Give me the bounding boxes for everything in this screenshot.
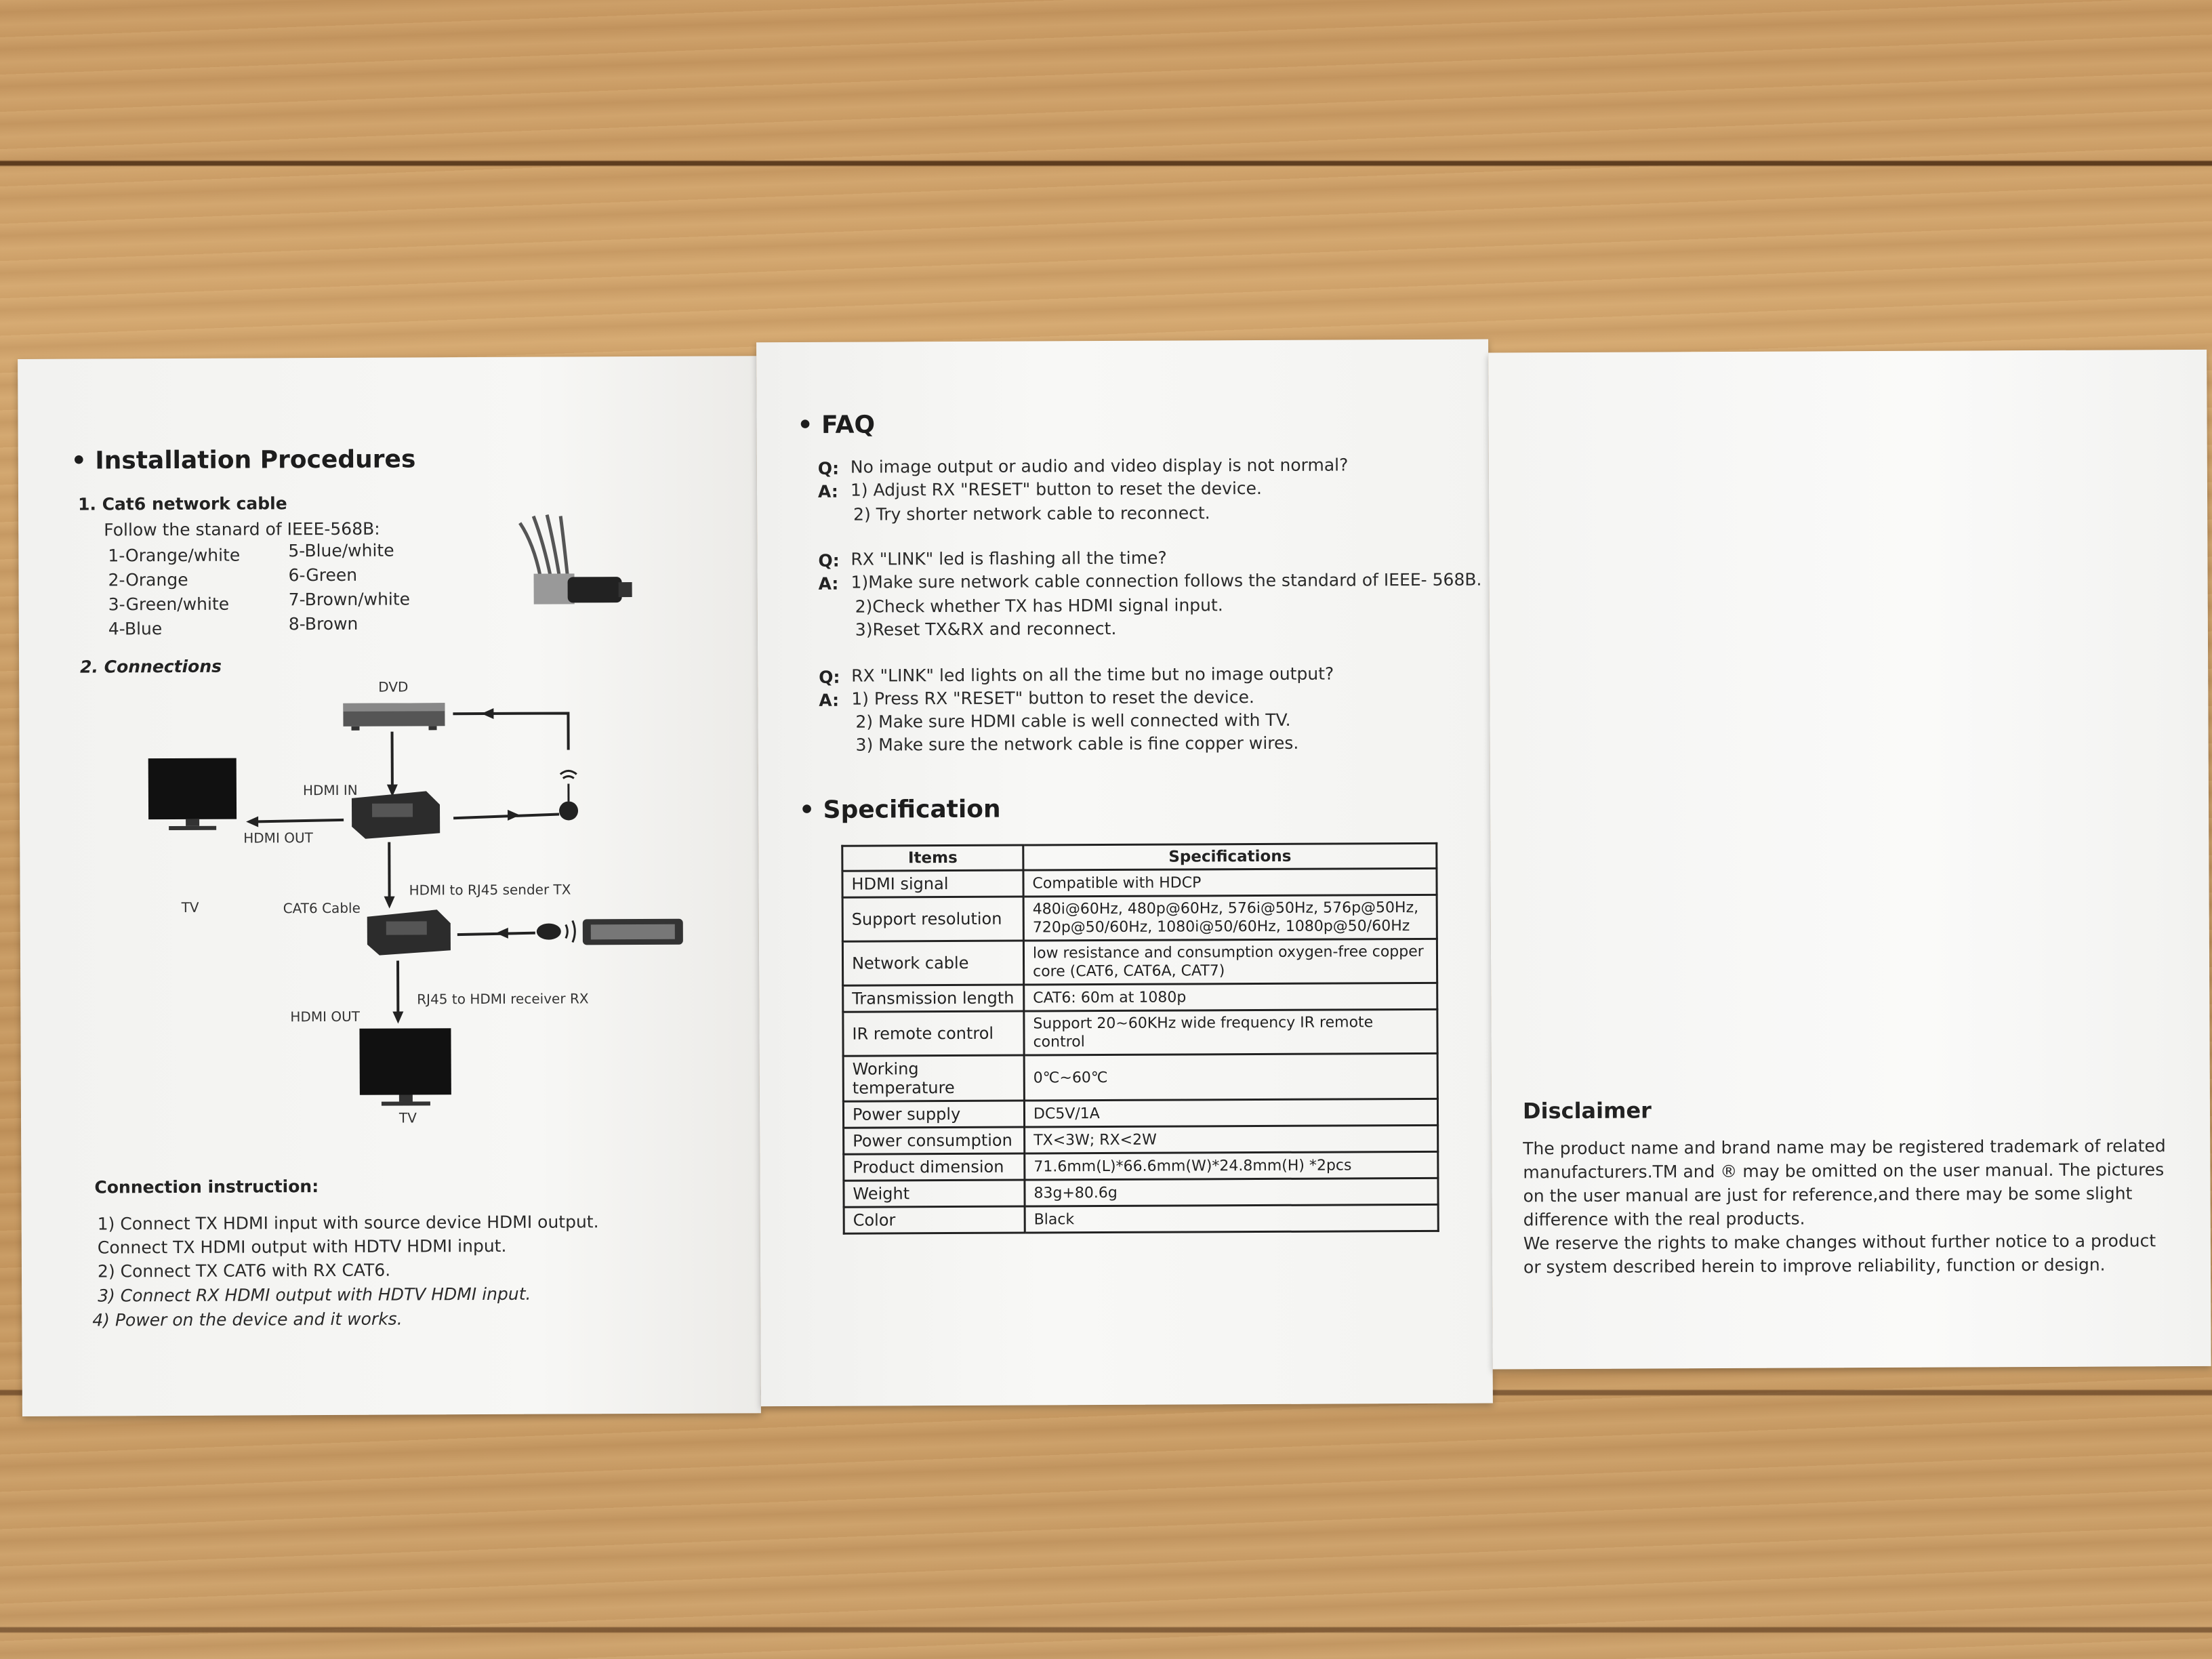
label-hdmi-in: HDMI IN xyxy=(302,781,358,799)
installation-title: • Installation Procedures xyxy=(70,445,416,475)
faq-q2-label: Q: xyxy=(818,550,840,571)
wire-color-left-1: 1-Orange/white xyxy=(108,545,241,566)
wire-color-right-3: 7-Brown/white xyxy=(288,589,411,610)
label-dvd: DVD xyxy=(378,678,409,695)
label-hdmi-out-2: HDMI OUT xyxy=(290,1008,360,1025)
spec-item: Transmission length xyxy=(843,985,1024,1012)
connection-diagram xyxy=(100,675,712,1111)
spec-item: Power supply xyxy=(843,1101,1024,1128)
spec-item: Weight xyxy=(844,1180,1025,1207)
table-row xyxy=(842,939,1437,985)
faq-a2-line-3: 3)Reset TX&RX and reconnect. xyxy=(855,618,1117,640)
instruction-line-2: Connect TX HDMI output with HDTV HDMI input. xyxy=(97,1235,507,1258)
wire-color-right-2: 6-Green xyxy=(288,565,358,586)
faq-a1-line-2: 2) Try shorter network cable to reconnect. xyxy=(853,503,1210,525)
spec-value: 71.6mm(L)*66.6mm(W)*24.8mm(H) *2pcs xyxy=(1025,1151,1438,1180)
label-sender: HDMI to RJ45 sender TX xyxy=(409,881,571,899)
disclaimer-title: Disclaimer xyxy=(1522,1097,1652,1124)
spec-value: 480i@60Hz, 480p@60Hz, 576i@50Hz, 576p@50Hz, 720p@50/60Hz, 1080i@50/60Hz, 1080p@50/60Hz xyxy=(1023,895,1437,941)
rj45-connector-icon xyxy=(493,502,656,625)
wire-color-right-1: 5-Blue/white xyxy=(288,540,394,561)
faq-a3-line-1: 1) Press RX "RESET" button to reset the device. xyxy=(851,687,1254,709)
manual-sheet xyxy=(18,329,2211,1416)
faq-q1-label: Q: xyxy=(817,458,840,478)
spec-value: low resistance and consumption oxygen-free copper core (CAT6, CAT6A, CAT7) xyxy=(1023,939,1437,985)
label-hdmi-out-1: HDMI OUT xyxy=(243,830,313,846)
spec-item: Color xyxy=(844,1206,1025,1233)
table-row xyxy=(844,1204,1438,1233)
step1-title: 1. Cat6 network cable xyxy=(78,493,287,514)
table-row xyxy=(843,1009,1437,1056)
label-tv-1: TV xyxy=(181,899,199,916)
table-row xyxy=(842,868,1437,897)
spec-item: IR remote control xyxy=(843,1011,1024,1056)
spec-value: 83g+80.6g xyxy=(1025,1178,1438,1206)
faq-a3-line-3: 3) Make sure the network cable is fine copper wires. xyxy=(855,733,1299,755)
instruction-line-5: 4) Power on the device and it works. xyxy=(92,1309,403,1330)
spec-value: Support 20~60KHz wide frequency IR remote control xyxy=(1024,1009,1437,1055)
faq-q3-label: Q: xyxy=(819,667,840,687)
disclaimer-line-4: difference with the real products. xyxy=(1523,1208,1805,1230)
spec-value: CAT6: 60m at 1080p xyxy=(1024,983,1437,1011)
table-row xyxy=(843,1053,1437,1101)
faq-title: • FAQ xyxy=(797,411,876,439)
faq-a1-line-1: 1) Adjust RX "RESET" button to reset the device. xyxy=(850,478,1262,500)
wire-color-right-4: 8-Brown xyxy=(288,613,359,634)
faq-q3-text: RX "LINK" led lights on all the time but no image output? xyxy=(851,663,1334,686)
spec-value: 0℃~60℃ xyxy=(1024,1053,1437,1101)
faq-a2-label: A: xyxy=(818,573,839,594)
spec-item: Power consumption xyxy=(844,1127,1025,1154)
spec-header-specifications: Specifications xyxy=(1023,843,1437,870)
table-row xyxy=(844,1178,1438,1207)
faq-q2-text: RX "LINK" led is flashing all the time? xyxy=(851,548,1167,569)
table-row xyxy=(843,1099,1437,1128)
spec-header-items: Items xyxy=(842,845,1023,871)
spec-value: Compatible with HDCP xyxy=(1023,868,1437,897)
wire-color-left-3: 3-Green/white xyxy=(108,594,230,615)
panel-installation xyxy=(18,356,761,1416)
faq-a2-line-2: 2)Check whether TX has HDMI signal input. xyxy=(855,595,1223,617)
table-row xyxy=(843,983,1437,1012)
specification-title: • Specification xyxy=(798,795,1001,824)
faq-q1-text: No image output or audio and video display is not normal? xyxy=(850,455,1349,477)
instruction-line-3: 2) Connect TX CAT6 with RX CAT6. xyxy=(97,1260,391,1282)
specification-table xyxy=(841,842,1439,1235)
table-row xyxy=(844,1151,1438,1181)
instruction-line-1: 1) Connect TX HDMI input with source device HDMI output. xyxy=(97,1212,599,1234)
floor-board-seam xyxy=(0,161,2212,165)
disclaimer-line-1: The product name and brand name may be registered trademark of related xyxy=(1523,1136,2166,1159)
table-row xyxy=(842,895,1437,941)
faq-a2-line-1: 1)Make sure network cable connection follows the standard of IEEE- 568B. xyxy=(851,569,1482,592)
faq-a3-label: A: xyxy=(819,690,840,710)
spec-item: HDMI signal xyxy=(842,870,1023,897)
disclaimer-line-5: We reserve the rights to make changes without further notice to a product xyxy=(1523,1231,2156,1254)
disclaimer-line-6: or system described herein to improve reliability, function or design. xyxy=(1523,1254,2106,1277)
spec-header-row xyxy=(842,843,1437,871)
spec-item: Network cable xyxy=(842,941,1023,985)
wire-color-left-4: 4-Blue xyxy=(108,619,163,639)
label-cat6-cable: CAT6 Cable xyxy=(283,899,361,917)
faq-a3-line-2: 2) Make sure HDMI cable is well connected with TV. xyxy=(855,710,1291,732)
step1-intro: Follow the stanard of IEEE-568B: xyxy=(104,518,380,540)
disclaimer-line-2: manufacturers.TM and ® may be omitted on the user manual. The pictures xyxy=(1523,1160,2165,1183)
spec-value: TX<3W; RX<2W xyxy=(1025,1125,1438,1153)
wire-color-left-2: 2-Orange xyxy=(108,569,188,590)
label-tv-2: TV xyxy=(398,1109,417,1126)
instruction-title: Connection instruction: xyxy=(94,1176,319,1197)
spec-item: Product dimension xyxy=(844,1153,1025,1181)
spec-item: Working temperature xyxy=(843,1055,1024,1101)
label-receiver: RJ45 to HDMI receiver RX xyxy=(417,990,589,1008)
spec-item: Support resolution xyxy=(842,897,1023,941)
spec-value: Black xyxy=(1025,1204,1438,1233)
instruction-line-4: 3) Connect RX HDMI output with HDTV HDMI input. xyxy=(98,1284,531,1306)
disclaimer-line-3: on the user manual are just for reference,and there may be some slight xyxy=(1523,1183,2133,1206)
step2-title: 2. Connections xyxy=(80,656,222,677)
spec-value: DC5V/1A xyxy=(1024,1099,1437,1127)
faq-a1-label: A: xyxy=(817,481,838,501)
table-row xyxy=(844,1125,1438,1154)
